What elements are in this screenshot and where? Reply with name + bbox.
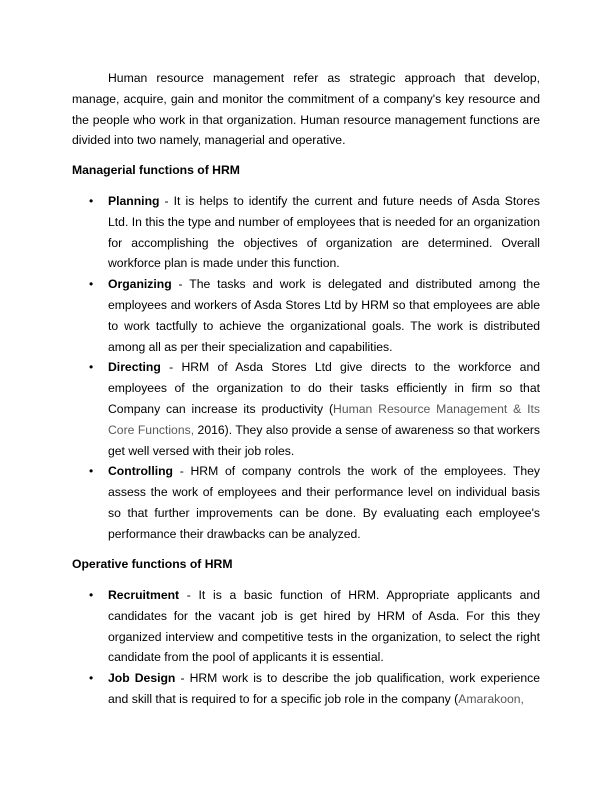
bullet-icon: •: [89, 671, 94, 686]
item-text-after: 2016). They also provide a sense of awareness so that workers get well versed with their job roles.: [108, 422, 540, 458]
term-label: Organizing: [108, 277, 172, 292]
managerial-heading: Managerial functions of HRM: [72, 163, 240, 177]
intro-paragraph: [72, 68, 540, 151]
bullet-icon: •: [89, 588, 94, 602]
item-text: - It is a basic function of HRM. Appropriate applicants and candidates for the vacant job is get hired by HRM of Asda. For this they organized interview and competitive tests in the organization, to select the right candidate from the pool of applicants it is essential.: [108, 588, 540, 665]
bullet-icon: •: [89, 194, 94, 208]
managerial-list: [72, 191, 540, 545]
list-item-controlling: [72, 461, 540, 544]
list-item-organizing: [72, 274, 540, 357]
list-item-recruitment: [72, 585, 540, 668]
bullet-icon: •: [89, 464, 94, 479]
list-item-job-design: [72, 668, 540, 710]
item-text: - The tasks and work is delegated and distributed among the employees and workers of Asda Stores Ltd by HRM so that employees are able to work tactfully to achieve the organizational goals. The work is distributed among all as per their specialization and capabilities.: [108, 277, 540, 354]
item-text: - HRM of company controls the work of the employees. They assess the work of employees and their performance level on individual basis so that further improvements can be done. By evaluating each employee's performance their drawbacks can be analyzed.: [108, 464, 540, 541]
item-text: - HRM of Asda Stores Ltd give directs to the workforce and employees of the organization to do their tasks efficiently in firm so that Company can increase its productivity (: [108, 360, 540, 416]
term-label: Planning: [108, 194, 160, 208]
citation: Human Resource Management & Its Core Functions,: [108, 401, 540, 437]
citation: Amarakoon,: [458, 691, 524, 706]
bullet-icon: •: [89, 277, 94, 292]
operative-list: [72, 585, 540, 710]
list-item-directing: [72, 357, 540, 461]
list-item-planning: [72, 191, 540, 274]
bullet-icon: •: [89, 360, 94, 375]
term-label: Job Design: [108, 671, 176, 686]
term-label: Directing: [108, 360, 161, 375]
item-text: - HRM work is to describe the job qualification, work experience and skill that is required to for a specific job role in the company (: [108, 671, 541, 706]
operative-heading: Operative functions of HRM: [72, 557, 233, 571]
term-label: Recruitment: [108, 588, 180, 602]
intro-text: Human resource management refer as strategic approach that develop, manage, acquire, gain and monitor the commitment of a company's key resource and the people who work in that organization. Human resource management functions are divided into two namely, managerial and operative.: [72, 71, 540, 148]
item-text: - It is helps to identify the current and future needs of Asda Stores Ltd. In this the type and number of employees that is needed for an organization for accomplishing the objectives of organization are determined. Overall workforce plan is made under this function.: [108, 194, 540, 271]
term-label: Controlling: [108, 464, 173, 479]
